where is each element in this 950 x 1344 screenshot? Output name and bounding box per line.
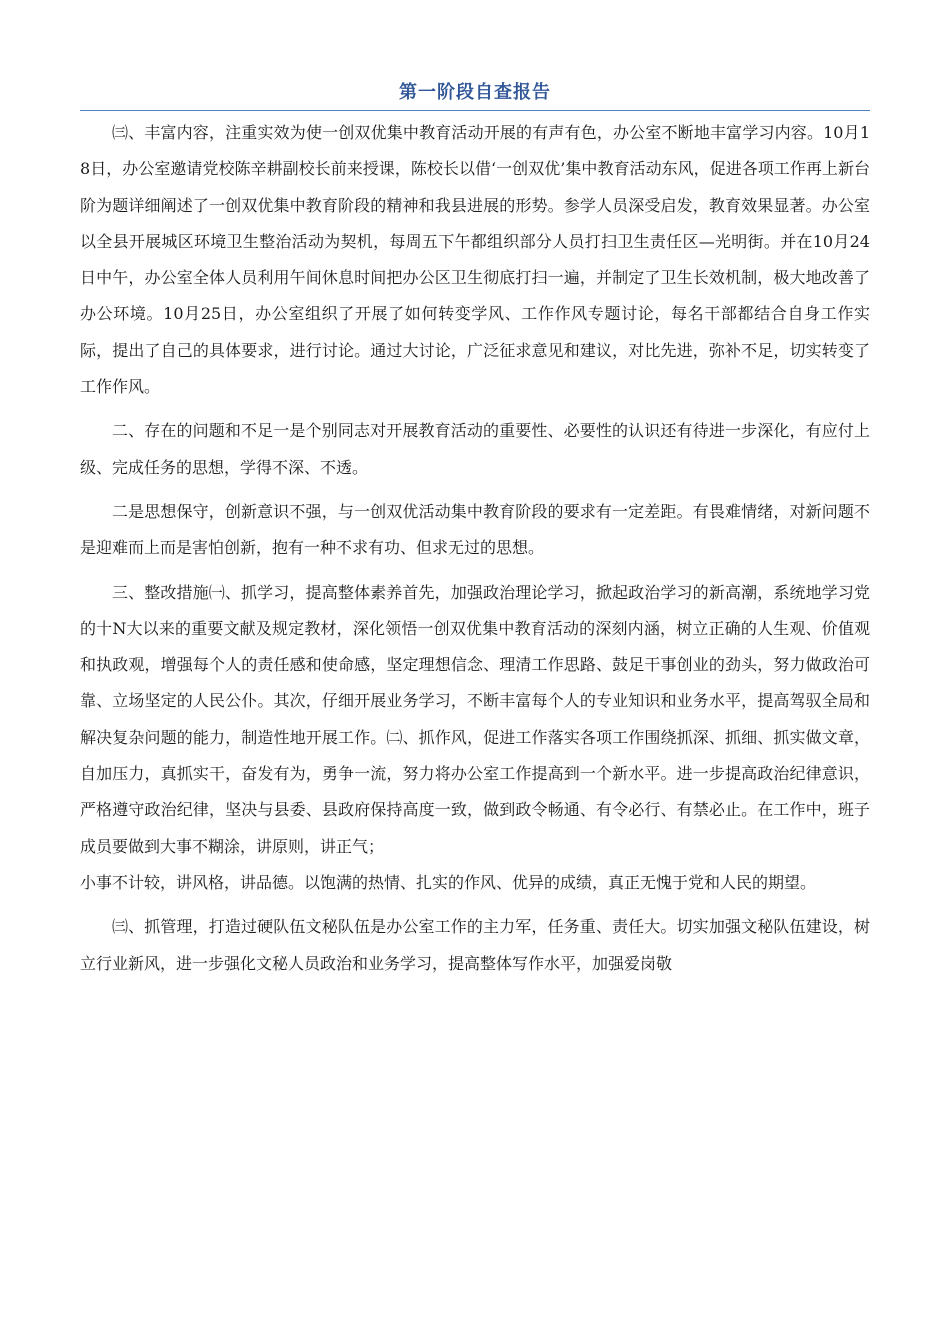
paragraph-management: ㈢、抓管理，打造过硬队伍文秘队伍是办公室工作的主力军，任务重、责任大。切实加强文秘队伍建设，树立行业新风，进一步强化文秘人员政治和业务学习，提高整体写作水平，加强爱岗敬 [80, 917, 870, 973]
paragraph-conservative-thinking: 二是思想保守，创新意识不强，与一创双优活动集中教育阶段的要求有一定差距。有畏难情绪，对新问题不是迎难而上而是害怕创新，抱有一种不求有功、但求无过的思想。 [80, 501, 870, 558]
document-page [80, 78, 870, 982]
paragraph-problems: 二、存在的问题和不足一是个别同志对开展教育活动的重要性、必要性的认识还有待进一步深化，有应付上级、完成任务的思想，学得不深、不透。 [80, 421, 870, 477]
paragraph-small-matters: 小事不计较，讲风格，讲品德。以饱满的热情、扎实的作风、优异的成绩，真正无愧于党和人民的期望。 [80, 872, 817, 892]
document-title: 第一阶段自查报告 [80, 78, 870, 111]
paragraph-rectification-measures: 三、整改措施㈠、抓学习，提高整体素养首先，加强政治理论学习，掀起政治学习的新高潮，系统地学习党的十N大以来的重要文献及规定教材，深化领悟一创双优集中教育活动的深刻内涵，树立正确的人生观、价值观和执政观，增强每个人的责任感和使命感，坚定理想信念、理清工作思路、鼓足干事创业的劲头，努力做政治可靠、立场坚定的人民公仆。其次，仔细开展业务学习，不断丰富每个人的专业知识和业务水平，提高驾驭全局和解决复杂问题的能力，制造性地开展工作。㈡、抓作风，促进工作落实各项工作围绕抓深、抓细、抓实做文章，自加压力，真抓实干，奋发有为，勇争一流，努力将办公室工作提高到一个新水平。进一步提高政治纪律意识，严格遵守政治纪律，坚决与县委、县政府保持高度一致，做到政令畅通、有令必行、有禁必止。在工作中，班子成员要做到大事不糊涂，讲原则，讲正气； [80, 582, 870, 856]
paragraph-rich-content: ㈢、丰富内容，注重实效为使一创双优集中教育活动开展的有声有色，办公室不断地丰富学习内容。10月18日，办公室邀请党校陈辛耕副校长前来授课，陈校长以借‘一创双优’集中教育活动东风，促进各项工作再上新台阶为题详细阐述了一创双优集中教育阶段的精神和我县进展的形势。参学人员深受启发，教育效果显著。办公室以全县开展城区环境卫生整治活动为契机，每周五下午都组织部分人员打扫卫生责任区—光明街。并在10月24日中午，办公室全体人员利用午间休息时间把办公区卫生彻底打扫一遍，并制定了卫生长效机制，极大地改善了办公环境。10月25日，办公室组织了开展了如何转变学风、工作作风专题讨论，每名干部都结合自身工作实际，提出了自己的具体要求，进行讨论。通过大讨论，广泛征求意见和建议，对比先进，弥补不足，切实转变了工作作风。 [80, 123, 870, 397]
